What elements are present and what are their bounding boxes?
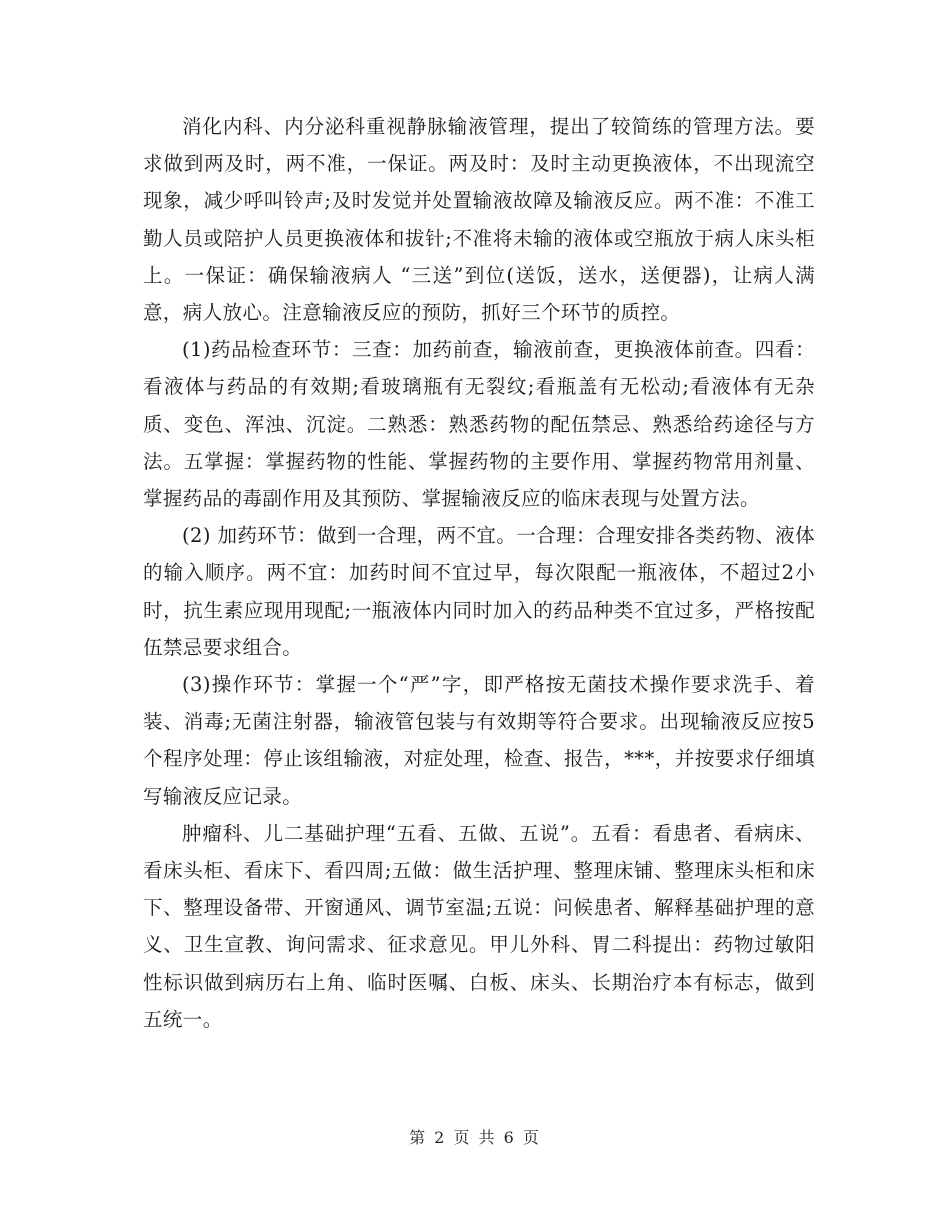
paragraph-infusion-management: 消化内科、内分泌科重视静脉输液管理，提出了较简练的管理方法。要求做到两及时，两不准，一保证。两及时：及时主动更换液体，不出现流空现象，减少呼叫铃声;及时发觉并处置输液故障及输液反应。两不准：不准工勤人员或陪护人员更换液体和拔针;不准将未输的液体或空瓶放于病人床头柜上。一保证：确保输液病人 “三送”到位(送饭，送水，送便器)，让病人满意，病人放心。注意输液反应的预防，抓好三个环节的质控。 [143,115,815,325]
paragraph-operation: (3)操作环节：掌握一个“严”字，即严格按无菌技术操作要求洗手、着装、消毒;无菌注射器，输液管包装与有效期等符合要求。出现输液反应按5个程序处理：停止该组输液，对症处理，检查、报告，***，并按要求仔细填写输液反应记录。 [143,673,815,808]
paragraph-basic-nursing: 肿瘤科、儿二基础护理“五看、五做、五说”。五看：看患者、看病床、看床头柜、看床下、看四周;五做：做生活护理、整理床铺、整理床头柜和床下、整理设备带、开窗通风、调节室温;五说：问候患者、解释基础护理的意义、卫生宣教、询问需求、征求意见。甲儿外科、胃二科提出：药物过敏阳性标识做到病历右上角、临时医嘱、白板、床头、长期治疗本有标志，做到五统一。 [143,821,815,1031]
paragraph-drug-inspection: (1)药品检查环节：三查：加药前查，输液前查，更换液体前查。四看：看液体与药品的有效期;看玻璃瓶有无裂纹;看瓶盖有无松动;看液体有无杂质、变色、浑浊、沉淀。二熟悉：熟悉药物的配伍禁忌、熟悉给药途径与方法。五掌握：掌握药物的性能、掌握药物的主要作用、掌握药物常用剂量、掌握药品的毒副作用及其预防、掌握输液反应的临床表现与处置方法。 [143,338,815,511]
page-number-footer: 第 2 页 共 6 页 [409,1128,541,1147]
document-body [143,108,815,1038]
paragraph-drug-adding: (2) 加药环节：做到一合理，两不宜。一合理：合理安排各类药物、液体的输入顺序。两不宜：加药时间不宜过早，每次限配一瓶液体，不超过2小时，抗生素应现用现配;一瓶液体内同时加入的药品种类不宜过多，严格按配伍禁忌要求组合。 [143,524,815,659]
